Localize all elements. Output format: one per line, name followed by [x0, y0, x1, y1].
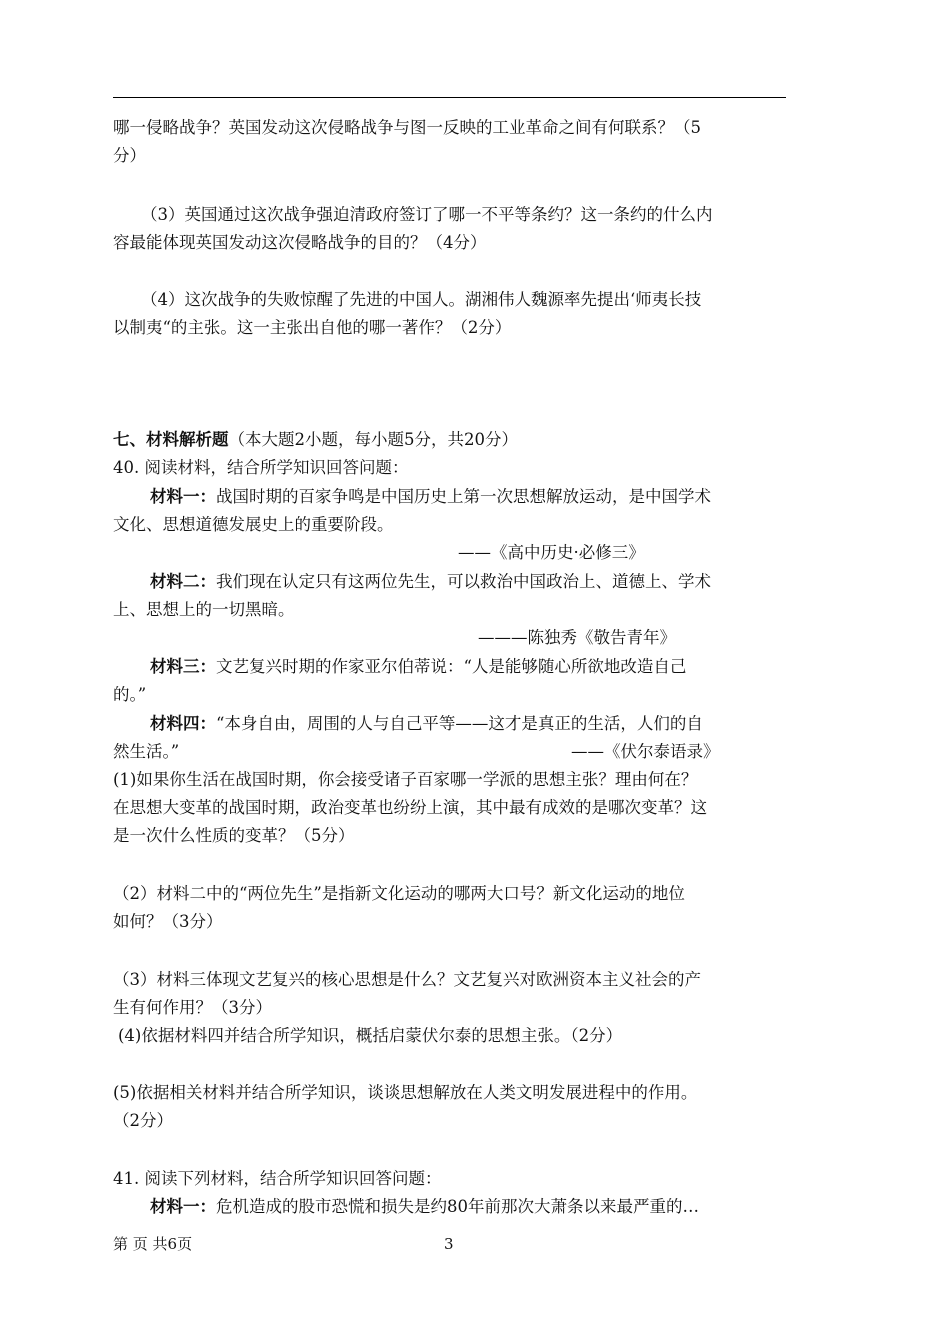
q41-stem: 41. 阅读下列材料，结合所学知识回答问题： [113, 1169, 442, 1188]
q40-material-1 [150, 483, 840, 511]
header-rule [113, 97, 786, 98]
q40-sub3-line-2: 生有何作用？（3分） [113, 998, 272, 1017]
q40-material-2-text: 我们现在认定只有这两位先生，可以救治中国政治上、道德上、学术 [216, 572, 711, 591]
q40-material-3 [150, 653, 840, 681]
q40-material-4 [150, 710, 840, 738]
q40-sub1-line-2: 在思想大变革的战国时期，政治变革也纷纷上演，其中最有成效的是哪次变革？这 [113, 798, 707, 817]
q40-material-1-source: ——《高中历史·必修三》 [458, 543, 645, 562]
q40-sub2-line-1: （2）材料二中的“两位先生”是指新文化运动的哪两大口号？新文化运动的地位 [113, 884, 685, 903]
q40-stem: 40. 阅读材料，结合所学知识回答问题： [113, 458, 409, 477]
q40-sub2-line-2: 如何？（3分） [113, 912, 223, 931]
section-7-note: （本大题2小题，每小题5分，共20分） [228, 430, 518, 449]
q40-material-4-text: “本身自由，周围的人与自己平等——这才是真正的生活，人们的自 [216, 714, 703, 733]
section-7-title: 七、材料解析题 [113, 430, 229, 449]
q39-sub3-line-2: 容最能体现英国发动这次侵略战争的目的？（4分） [113, 233, 487, 252]
q40-material-4-source: ——《伏尔泰语录》 [571, 742, 720, 761]
q40-material-1-text-2: 文化、思想道德发展史上的重要阶段。 [113, 515, 394, 534]
q40-material-3-text-2: 的。” [113, 685, 147, 704]
q40-material-3-label: 材料三： [150, 657, 216, 676]
q39-sub4-line-1: （4）这次战争的失败惊醒了先进的中国人。湖湘伟人魏源率先提出‘师夷长技 [141, 290, 702, 309]
q39-sub4-line-2: 以制夷“的主张。这一主张出自他的哪一著作？（2分） [113, 318, 512, 337]
q39-continuation-line-2: 分） [113, 146, 146, 165]
q41-material-1-label: 材料一： [150, 1197, 216, 1216]
footer-page-number: 3 [444, 1235, 454, 1253]
footer-page-label: 第 页 共6页 [113, 1235, 193, 1253]
section-7-heading [113, 426, 803, 454]
q41-material-1 [150, 1193, 840, 1221]
q40-sub5-line-2: （2分） [113, 1111, 173, 1130]
q40-sub5-line-1: (5)依据相关材料并结合所学知识，谈谈思想解放在人类文明发展进程中的作用。 [113, 1083, 698, 1102]
q40-material-2 [150, 568, 840, 596]
q40-material-4-label: 材料四： [150, 714, 216, 733]
q39-continuation-line-1: 哪一侵略战争？英国发动这次侵略战争与图一反映的工业革命之间有何联系？（5 [113, 118, 701, 137]
q41-material-1-text: 危机造成的股市恐慌和损失是约80年前那次大萧条以来最严重的… [216, 1197, 699, 1216]
q40-material-2-source: ———陈独秀《敬告青年》 [478, 628, 676, 647]
q40-sub1-line-3: 是一次什么性质的变革？（5分） [113, 826, 355, 845]
q40-material-3-text: 文艺复兴时期的作家亚尔伯蒂说：“人是能够随心所欲地改造自己 [216, 657, 687, 676]
q40-sub1-line-1: (1)如果你生活在战国时期，你会接受诸子百家哪一学派的思想主张？理由何在？ [113, 770, 698, 789]
q39-sub3-line-1: （3）英国通过这次战争强迫清政府签订了哪一不平等条约？这一条约的什么内 [141, 205, 713, 224]
q40-sub4: (4)依据材料四并结合所学知识，概括启蒙伏尔泰的思想主张。（2分） [118, 1026, 623, 1045]
q40-material-1-text: 战国时期的百家争鸣是中国历史上第一次思想解放运动，是中国学术 [216, 487, 711, 506]
q40-material-1-label: 材料一： [150, 487, 216, 506]
q40-sub3-line-1: （3）材料三体现文艺复兴的核心思想是什么？文艺复兴对欧洲资本主义社会的产 [113, 970, 701, 989]
q40-material-2-label: 材料二： [150, 572, 216, 591]
q40-material-2-text-2: 上、思想上的一切黑暗。 [113, 600, 295, 619]
q40-material-4-text-2: 然生活。” [113, 742, 180, 761]
